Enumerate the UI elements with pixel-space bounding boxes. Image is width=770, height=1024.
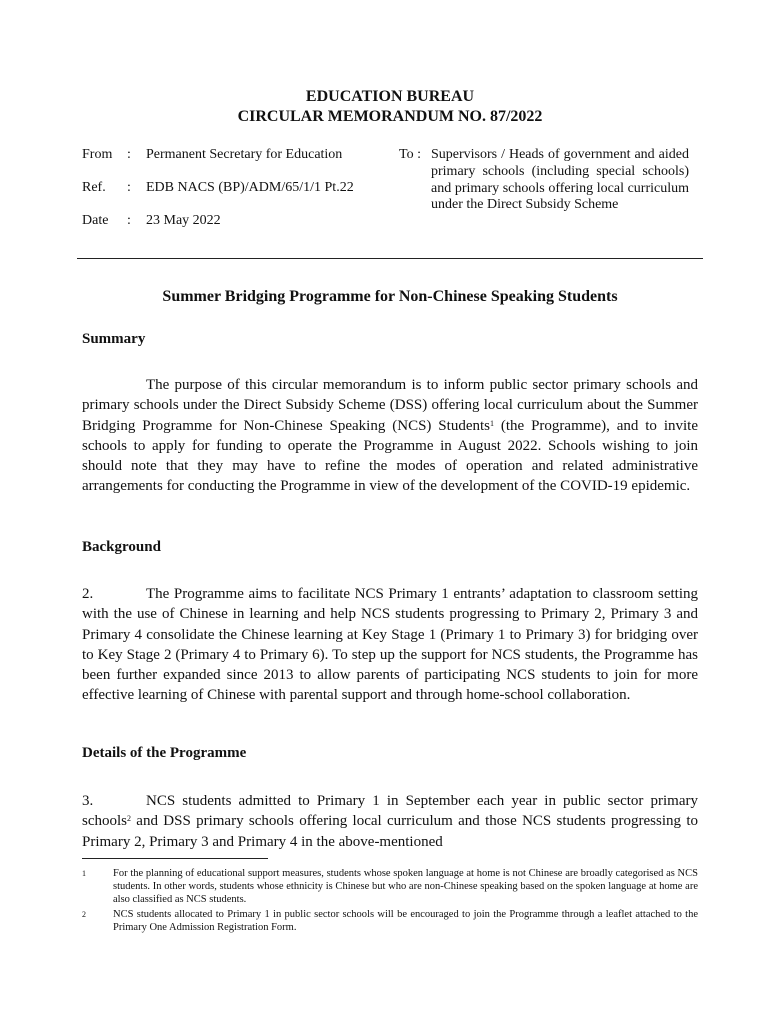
- ref-label: Ref.: [82, 180, 106, 195]
- ref-colon: :: [127, 180, 131, 195]
- date-value: 23 May 2022: [146, 213, 221, 228]
- to-label: To :: [399, 147, 421, 162]
- details-text-b: and DSS primary schools offering local curriculum and those NCS students progressing to Primary 2, Primary 3 and Primary 4 in the above-mentioned: [82, 813, 698, 850]
- footnote-ref-1: 1: [489, 418, 494, 428]
- date-label: Date: [82, 213, 109, 228]
- footnote-ref-2: 2: [127, 814, 131, 824]
- details-text-a: NCS students admitted to Primary 1 in September each year in public sector primary schools: [82, 793, 698, 830]
- header-divider: [77, 258, 703, 259]
- footnote-2-text: NCS students allocated to Primary 1 in public sector schools will be encouraged to join the Programme through a leaflet attached to the Primary One Admission Registration Form.: [113, 909, 698, 933]
- date-colon: :: [127, 213, 131, 228]
- footnote-2-number: 2: [82, 910, 86, 919]
- summary-paragraph: [82, 375, 698, 497]
- footnote-1-text: For the planning of educational support measures, students whose spoken language at home is not Chinese are broadly categorised as NCS students. In other words, students whose ethnicity is Chinese but who are non-Chinese speaking based on the spoken language at home are also classified as NCS students.: [113, 868, 698, 905]
- subject-title: Summer Bridging Programme for Non-Chinese Speaking Students: [162, 288, 618, 305]
- details-heading: Details of the Programme: [82, 745, 247, 761]
- footnote-divider: [82, 858, 268, 859]
- footnote-1: [82, 867, 698, 906]
- ref-value: EDB NACS (BP)/ADM/65/1/1 Pt.22: [146, 180, 354, 195]
- from-label: From: [82, 147, 113, 162]
- background-paragraph: [82, 584, 698, 706]
- details-paragraph: [82, 791, 698, 852]
- footnote-1-number: 1: [82, 869, 86, 878]
- paragraph-number-2: 2.: [82, 586, 94, 602]
- from-colon: :: [127, 147, 131, 162]
- footnote-2: [82, 908, 698, 934]
- paragraph-number-3: 3.: [82, 793, 94, 809]
- summary-text-b: (the Programme), and to invite schools to apply for funding to operate the Programme in August 2022. Schools wishing to join should note that they may have to refine the modes of operation and related administrative arrangements for conducting the Programme in view of the development of the COVID-19 epidemic.: [82, 417, 698, 495]
- from-value: Permanent Secretary for Education: [146, 147, 343, 162]
- bureau-title: EDUCATION BUREAU: [305, 88, 475, 105]
- background-text: The Programme aims to facilitate NCS Primary 1 entrants’ adaptation to classroom setting with the use of Chinese in learning and help NCS students progressing to Primary 2, Primary 3 and Primary 4 consolidate the Chinese learning at Key Stage 1 (Primary 1 to Primary 3) for bridging over to Key Stage 2 (Primary 4 to Primary 6). To step up the support for NCS students, the Programme has been further expanded since 2013 to allow parents of participating NCS students to join for more effective learning of Chinese with parental support and through home-school collaboration.: [82, 586, 698, 704]
- to-value: Supervisors / Heads of government and aided primary schools (including special schools) and primary schools offering local curriculum under the Direct Subsidy Scheme: [431, 147, 689, 213]
- summary-text-a: The purpose of this circular memorandum is to inform public sector primary schools and primary schools under the Direct Subsidy Scheme (DSS) offering local curriculum about the Summer Bridging Programme for Non-Chinese Speaking (NCS) Students: [82, 377, 698, 434]
- background-heading: Background: [82, 539, 161, 555]
- memo-number: CIRCULAR MEMORANDUM NO. 87/2022: [237, 108, 543, 125]
- summary-heading: Summary: [82, 331, 146, 347]
